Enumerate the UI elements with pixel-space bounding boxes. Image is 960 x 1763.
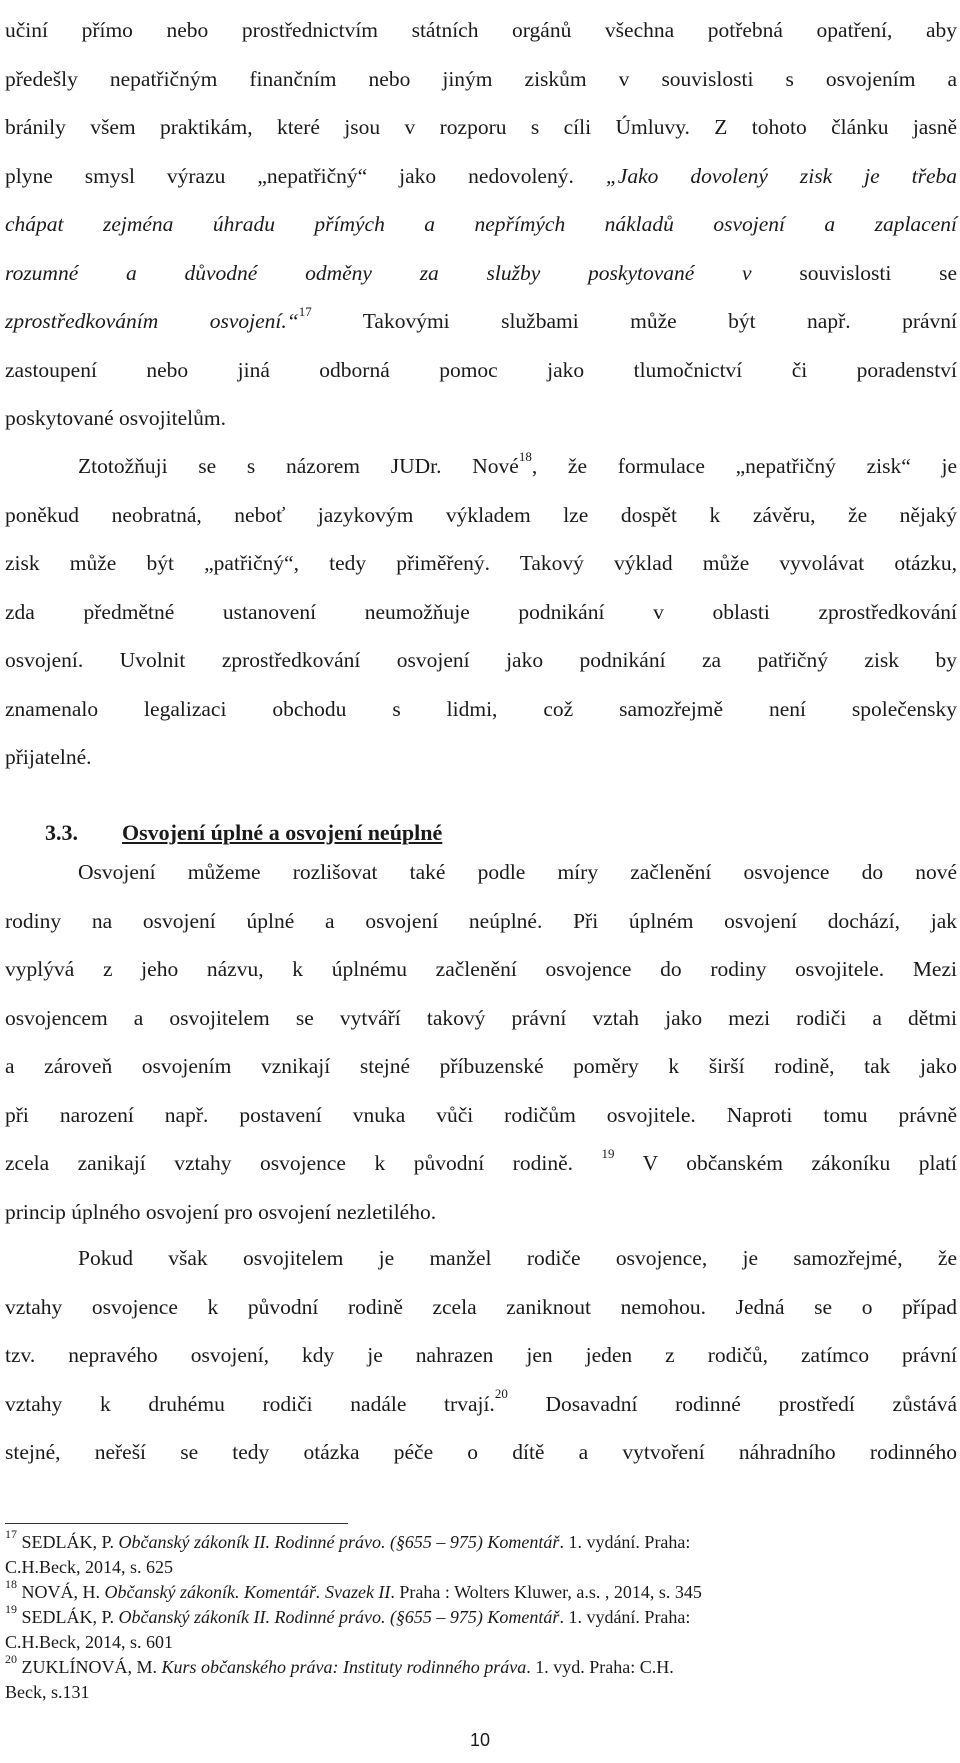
footnote-separator [5,1523,348,1524]
footnote-20 [5,1652,957,1680]
footnote-number: 17 [5,1527,17,1541]
footnote-publisher: . 1. vydání. Praha: [559,1607,691,1627]
paragraph-3 [5,848,957,1236]
footnote-title: Kurs občanského práva: Instituty rodinného práva [161,1657,527,1677]
footnote-ref: 18 [518,448,532,464]
footnote-publisher: . 1. vydání. Praha: [559,1532,691,1552]
quote-italic: chápat zejména úhradu přímých a nepřímých nákladů osvojení a zaplacení [5,212,957,236]
text-line: rodiny na osvojení úplné a osvojení neúplné. Při úplném osvojení dochází, jak [5,908,957,933]
footnote-ref: 17 [298,303,312,319]
text-line: poskytované osvojitelům. [5,406,226,430]
footnote-author: ZUKLÍNOVÁ, M. [21,1657,162,1677]
footnote-18 [5,1577,957,1605]
text-line: vyplývá z jeho názvu, k úplnému začlenění osvojence do rodiny osvojitele. Mezi [5,957,957,981]
text-line: vztahy osvojence k původní rodině zcela zaniknout nemohou. Jedná se o případ [5,1294,957,1319]
text-line: bránily všem praktikám, které jsou v rozporu s cíli Úmluvy. Z tohoto článku jasně [5,115,957,139]
footnote-author: SEDLÁK, P. [21,1532,119,1552]
text-line: zastoupení nebo jiná odborná pomoc jako tlumočnictví či poradenství [5,357,957,382]
text-line [5,200,957,249]
text-line: Pokud však osvojitelem je manžel rodiče osvojence, je samozřejmé, že [78,1246,957,1270]
text-line: předešly nepatřičným finančním nebo jiným ziskům v souvislosti s osvojením a [5,66,957,91]
footnotes [5,1527,957,1705]
text-span: Takovými službami může být např. právní [362,309,957,333]
text-span: vztahy k druhému rodiči nadále trvají. [5,1391,495,1416]
text-line: při narození např. postavení vnuka vůči rodičům osvojitele. Naproti tomu právně [5,1102,957,1127]
footnote-author: NOVÁ, H. [21,1582,105,1602]
footnote-title: Občanský zákoník II. Rodinné právo. (§655 – 975) Komentář [118,1607,560,1627]
section-heading [45,820,442,846]
text-span: zcela zanikají vztahy osvojence k původní rodině. [5,1151,573,1175]
text-line: a zároveň osvojením vznikají stejné příbuzenské poměry k širší rodině, tak jako [5,1054,957,1078]
footnote-number: 19 [5,1602,17,1616]
text-line: poněkud neobratná, neboť jazykovým výkladem lze dospět k závěru, že nějaký [5,502,957,527]
footnote-publisher: . Praha : Wolters Kluwer, a.s. , 2014, s. 345 [390,1582,702,1602]
section-title: Osvojení úplné a osvojení neúplné [122,820,443,845]
footnote-title: Občanský zákoník. Komentář. Svazek II [104,1582,391,1602]
text-line: zda předmětné ustanovení neumožňuje podnikání v oblasti zprostředkování [5,599,957,624]
text-line: osvojencem a osvojitelem se vytváří takový právní vztah jako mezi rodiči a dětmi [5,1005,957,1030]
text-line: zisk může být „patřičný“, tedy přiměřený. Takový výklad může vyvolávat otázku, [5,551,957,575]
text-span: plyne smysl výrazu „nepatřičný“ jako nedovolený. [5,163,574,188]
footnote-author: SEDLÁK, P. [21,1607,119,1627]
footnote-title: Občanský zákoník II. Rodinné právo. (§655 – 975) Komentář [118,1532,560,1552]
text-line [5,152,957,201]
quote-italic: „Jako dovolený zisk je třeba [605,163,958,188]
footnote-19 [5,1602,957,1630]
footnote-17-cont: C.H.Beck, 2014, s. 625 [5,1557,173,1577]
footnote-20-cont: Beck, s.131 [5,1682,90,1702]
text-span: V občanském zákoníku platí [642,1151,957,1175]
footnote-number: 18 [5,1577,17,1591]
footnote-17 [5,1527,957,1555]
text-line: učiní přímo nebo prostřednictvím státních orgánů všechna potřebná opatření, aby [5,18,957,42]
text-span: , že formulace „nepatřičný zisk“ je [531,454,957,478]
quote-italic: rozumné a důvodné odměny za služby poskytované v [5,260,752,285]
footnote-publisher: . 1. vyd. Praha: C.H. [526,1657,674,1677]
footnote-ref: 19 [601,1145,615,1161]
footnote-number: 20 [5,1652,17,1666]
text-line: princip úplného osvojení pro osvojení nezletilého. [5,1199,437,1224]
footnote-ref: 20 [494,1386,508,1402]
text-line: Osvojení můžeme rozlišovat také podle míry začlenění osvojence do nové [78,860,957,884]
text-line [5,442,957,491]
page-number: 10 [469,1730,491,1750]
text-span: Ztotožňuji se s názorem JUDr. Nové [78,454,519,478]
quote-italic: zprostředkováním osvojení.“ [5,309,299,333]
text-span: souvislosti se [799,260,958,285]
text-line [5,249,957,298]
section-number: 3.3. [45,820,78,845]
text-line [5,1139,957,1188]
paragraph-2 [5,442,957,782]
text-line: znamenalo legalizaci obchodu s lidmi, což samozřejmě není společensky [5,696,957,721]
footnote-19-cont: C.H.Beck, 2014, s. 601 [5,1632,173,1652]
paragraph-4 [5,1234,957,1477]
text-span: Dosavadní rodinné prostředí zůstává [545,1391,958,1416]
text-line: přijatelné. [5,745,92,769]
text-line: osvojení. Uvolnit zprostředkování osvojení jako podnikání za patřičný zisk by [5,648,957,672]
paragraph-1 [5,6,957,443]
text-line: stejné, neřeší se tedy otázka péče o dítě a vytvoření náhradního rodinného [5,1440,957,1464]
text-line: tzv. nepravého osvojení, kdy je nahrazen jen jeden z rodičů, zatímco právní [5,1343,957,1367]
text-line [5,1380,957,1429]
text-line [5,297,957,346]
